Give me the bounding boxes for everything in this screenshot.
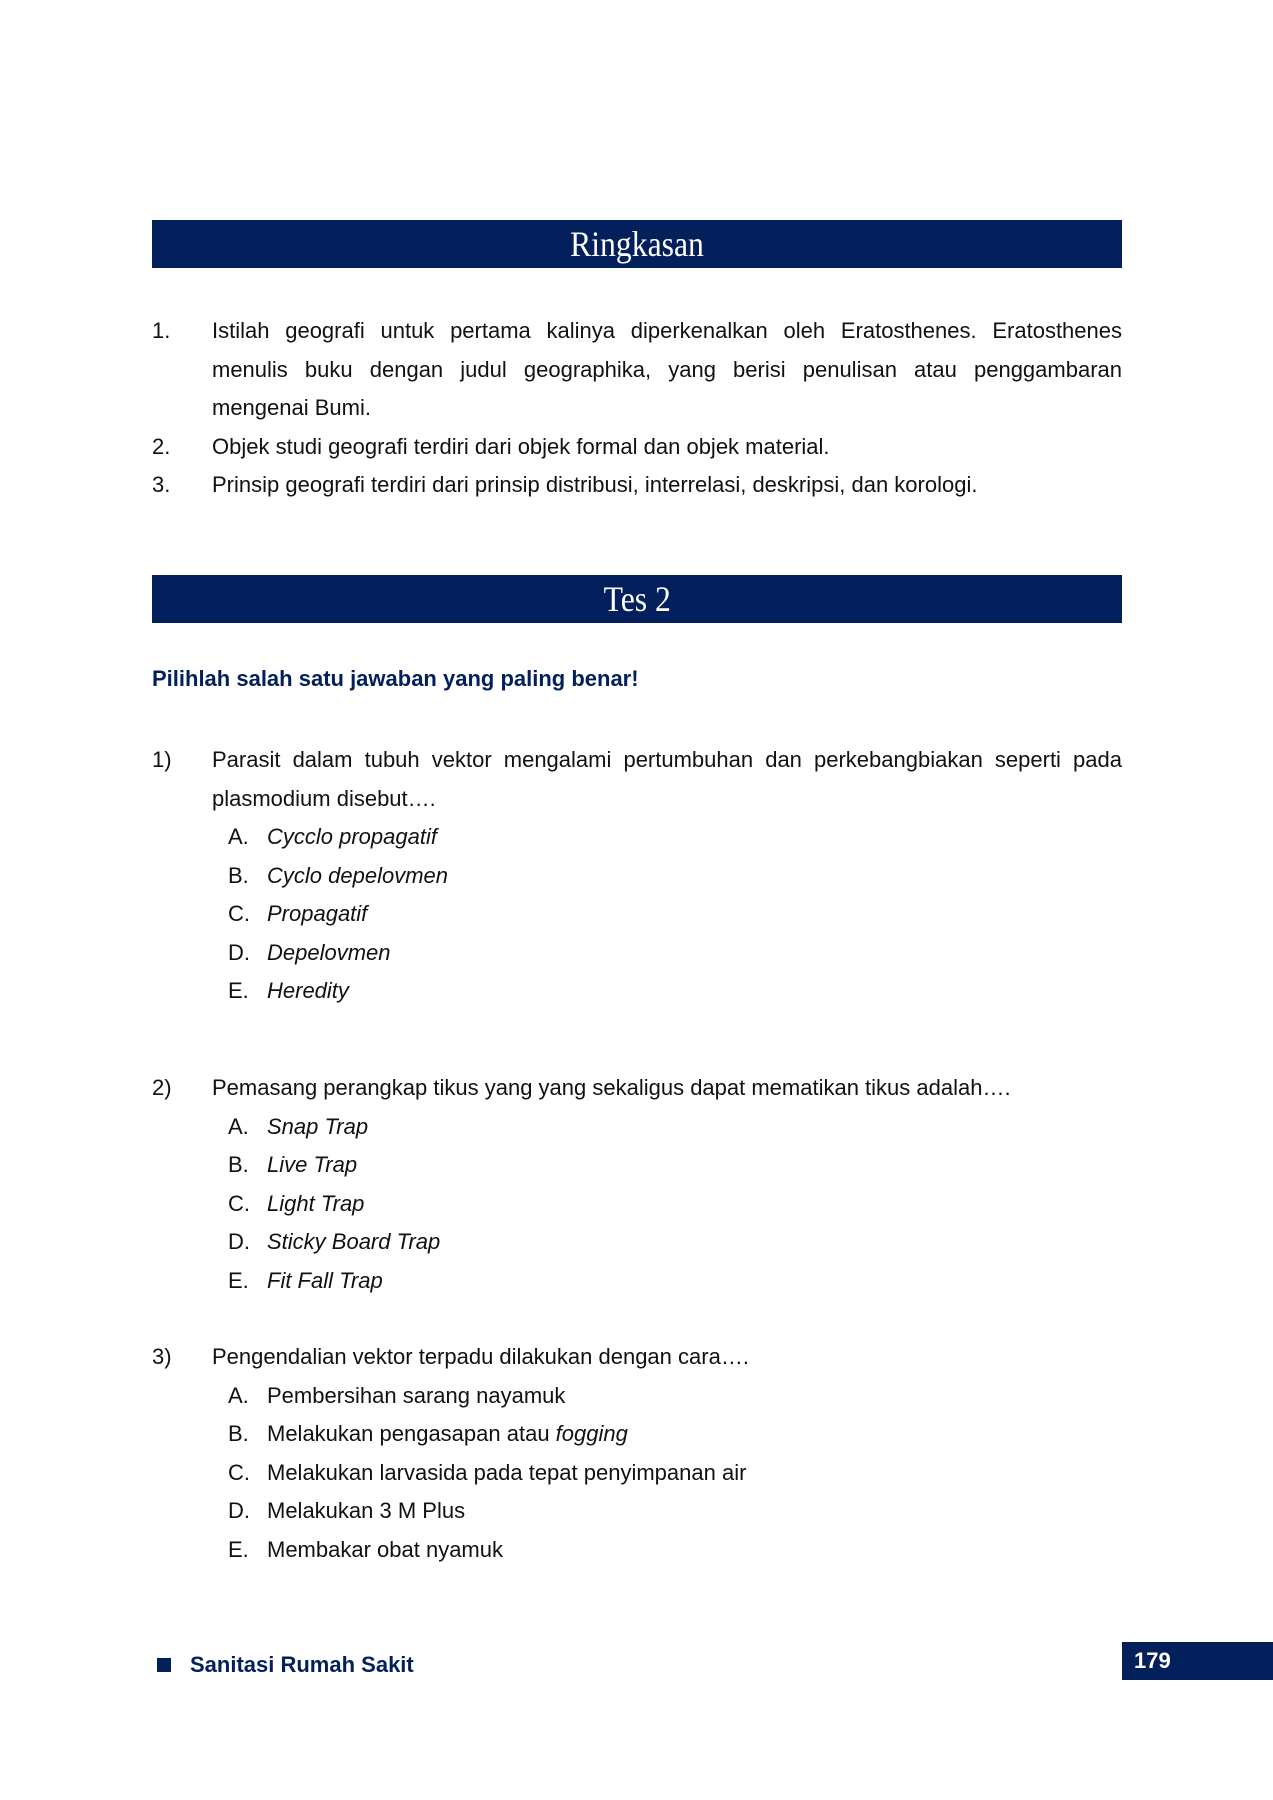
question-2 <box>152 1069 1122 1300</box>
question-number: 3) <box>152 1344 172 1369</box>
summary-item-text: Istilah geografi untuk pertama kalinya diperkenalkan oleh Eratosthenes. Eratosthenes menulis buku dengan judul geographika, yang berisi penulisan atau penggambaran mengenai Bumi. <box>212 318 1122 420</box>
test-heading: Tes 2 <box>603 579 671 619</box>
summary-heading: Ringkasan <box>570 224 704 264</box>
question-3 <box>152 1338 1122 1569</box>
answer-option-e[interactable] <box>152 972 1122 1011</box>
option-letter: E. <box>228 1536 249 1562</box>
answer-option-c[interactable] <box>152 895 1122 934</box>
option-text: Cycclo propagatif <box>267 824 437 849</box>
option-letter: D. <box>228 1229 250 1254</box>
option-letter: E. <box>228 1267 249 1293</box>
page-number-badge <box>1122 1642 1273 1680</box>
summary-item-number: 3. <box>152 472 171 497</box>
summary-item <box>152 428 1122 467</box>
option-letter: C. <box>228 1190 250 1216</box>
question-stem <box>152 741 1122 818</box>
option-letter: A. <box>228 824 249 849</box>
test-heading-banner <box>152 575 1122 623</box>
option-letter: C. <box>228 1459 250 1485</box>
option-text-main: Melakukan pengasapan atau <box>267 1421 556 1446</box>
option-text: Fit Fall Trap <box>267 1267 383 1293</box>
option-letter: D. <box>228 1498 250 1523</box>
answer-option-a[interactable] <box>152 1108 1122 1147</box>
answer-option-e[interactable] <box>152 1262 1122 1301</box>
summary-item-text: Prinsip geografi terdiri dari prinsip distribusi, interrelasi, deskripsi, dan korologi. <box>212 472 978 497</box>
page-number: 179 <box>1134 1648 1171 1673</box>
option-letter: E. <box>228 978 249 1003</box>
question-stem <box>152 1338 1122 1377</box>
summary-item <box>152 312 1122 428</box>
option-text: Light Trap <box>267 1190 365 1216</box>
option-letter: C. <box>228 901 250 926</box>
option-text <box>267 1415 628 1454</box>
answer-option-a[interactable] <box>152 1377 1122 1416</box>
option-text: Heredity <box>267 978 349 1003</box>
answer-option-b[interactable] <box>152 1146 1122 1185</box>
question-number: 2) <box>152 1075 172 1100</box>
question-number: 1) <box>152 747 172 772</box>
option-letter: B. <box>228 1152 249 1177</box>
answer-option-c[interactable] <box>152 1185 1122 1224</box>
question-text: Parasit dalam tubuh vektor mengalami pertumbuhan dan perkebangbiakan seperti pada plasmodium disebut…. <box>212 747 1122 811</box>
summary-item-number: 1. <box>152 318 171 343</box>
option-letter: A. <box>228 1382 249 1408</box>
option-text: Propagatif <box>267 901 368 926</box>
answer-option-a[interactable] <box>152 818 1122 857</box>
answer-option-d[interactable] <box>152 934 1122 973</box>
test-instruction: Pilihlah salah satu jawaban yang paling benar! <box>152 666 639 691</box>
answer-option-c[interactable] <box>152 1454 1122 1493</box>
footer-square-icon <box>157 1658 171 1672</box>
option-text: Membakar obat nyamuk <box>267 1536 503 1562</box>
option-text: Pembersihan sarang nayamuk <box>267 1382 566 1408</box>
summary-item <box>152 466 1122 505</box>
option-text-italic: fogging <box>555 1421 628 1446</box>
question-1 <box>152 741 1122 1011</box>
option-text: Sticky Board Trap <box>267 1229 441 1254</box>
answer-option-b[interactable] <box>152 1415 1122 1454</box>
option-text: Depelovmen <box>267 939 391 965</box>
question-text: Pengendalian vektor terpadu dilakukan dengan cara…. <box>212 1344 749 1369</box>
option-letter: B. <box>228 862 249 888</box>
answer-option-b[interactable] <box>152 857 1122 896</box>
question-text: Pemasang perangkap tikus yang yang sekaligus dapat mematikan tikus adalah…. <box>212 1075 1011 1100</box>
option-letter: B. <box>228 1421 249 1446</box>
question-stem <box>152 1069 1122 1108</box>
option-text: Melakukan 3 M Plus <box>267 1498 466 1523</box>
option-text: Live Trap <box>267 1152 358 1177</box>
option-text: Snap Trap <box>267 1113 369 1139</box>
option-text: Melakukan larvasida pada tepat penyimpanan air <box>267 1459 747 1485</box>
footer-book-title: Sanitasi Rumah Sakit <box>190 1652 414 1677</box>
summary-heading-banner <box>152 220 1122 268</box>
answer-option-d[interactable] <box>152 1492 1122 1531</box>
option-text: Cyclo depelovmen <box>267 862 448 888</box>
option-letter: A. <box>228 1113 249 1139</box>
summary-list <box>152 312 1122 505</box>
summary-item-text: Objek studi geografi terdiri dari objek formal dan objek material. <box>212 433 830 459</box>
answer-option-d[interactable] <box>152 1223 1122 1262</box>
summary-item-number: 2. <box>152 433 171 459</box>
answer-option-e[interactable] <box>152 1531 1122 1570</box>
option-letter: D. <box>228 939 250 965</box>
